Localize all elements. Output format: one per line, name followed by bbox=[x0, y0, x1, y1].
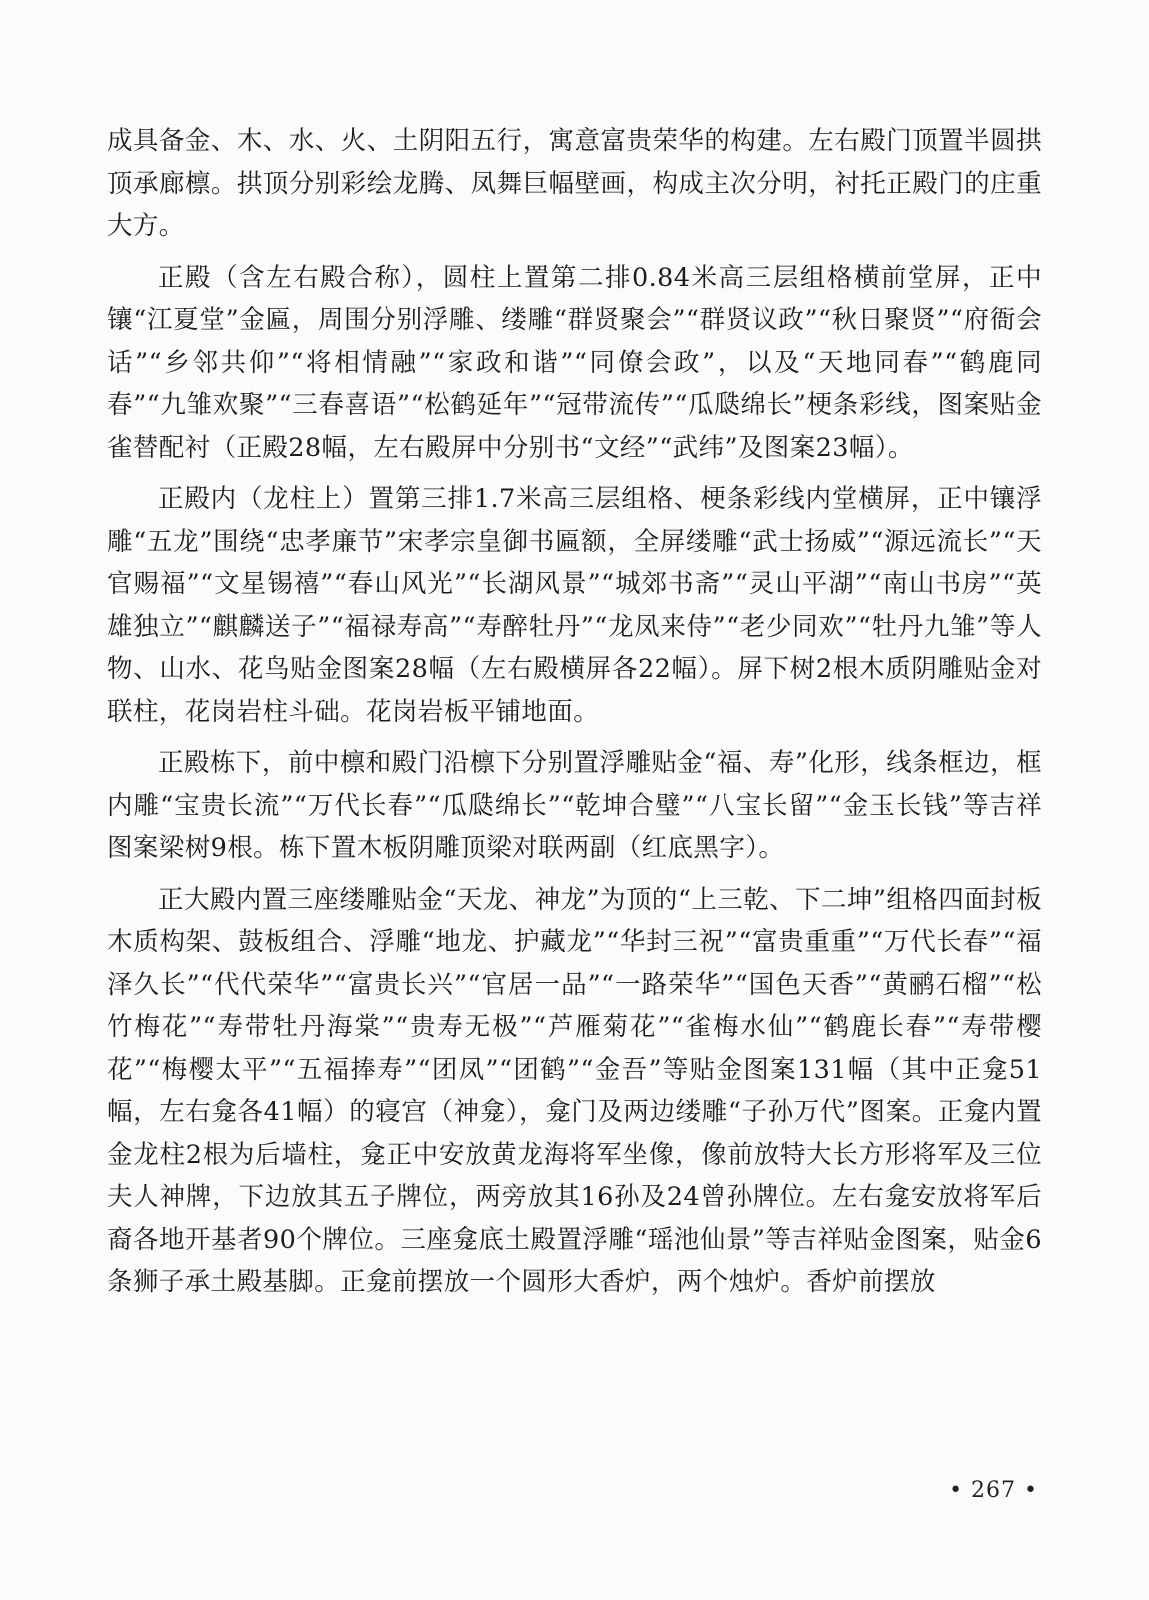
paragraph-1: 成具备金、木、水、火、土阴阳五行，寓意富贵荣华的构建。左右殿门顶置半圆拱顶承廊檩。拱顶分别彩绘龙腾、凤舞巨幅壁画，构成主次分明，衬托正殿门的庄重大方。 bbox=[107, 126, 1042, 241]
paragraph-2: 正殿（含左右殿合称），圆柱上置第二排0.84米高三层组格横前堂屏，正中镶“江夏堂”金匾，周围分别浮雕、缕雕“群贤聚会”“群贤议政”“秋日聚贤”“府衙会话”“乡邻共仰”“将相情融”“家政和谐”“同僚会政”，以及“天地同春”“鹤鹿同春”“九雏欢聚”“三春喜语”“松鹤延年”“冠带流传”“瓜瓞绵长”梗条彩线，图案贴金雀替配衬（正殿28幅，左右殿屏中分别书“文经”“武纬”及图案23幅）。 bbox=[107, 262, 1042, 463]
page-number: • 267 • bbox=[949, 1478, 1038, 1503]
body-text bbox=[107, 120, 1042, 1304]
paragraph-5: 正大殿内置三座缕雕贴金“天龙、神龙”为顶的“上三乾、下二坤”组格四面封板木质构架、鼓板组合、浮雕“地龙、护藏龙”“华封三祝”“富贵重重”“万代长春”“福泽久长”“代代荣华”“富贵长兴”“官居一品”“一路荣华”“国色天香”“黄鹂石榴”“松竹梅花”“寿带牡丹海棠”“贵寿无极”“芦雁菊花”“雀梅水仙”“鹤鹿长春”“寿带樱花”“梅樱太平”“五福捧寿”“团凤”“团鹤”“金吾”等贴金图案131幅（其中正龛51幅，左右龛各41幅）的寝宫（神龛），龛门及两边缕雕“子孙万代”图案。正龛内置金龙柱2根为后墙柱，龛正中安放黄龙海将军坐像，像前放特大长方形将军及三位夫人神牌，下边放其五子牌位，两旁放其16孙及24曾孙牌位。左右龛安放将军后裔各地开基者90个牌位。三座龛底土殿置浮雕“瑶池仙景”等吉祥贴金图案，贴金6条狮子承土殿基脚。正龛前摆放一个圆形大香炉，两个烛炉。香炉前摆放 bbox=[107, 884, 1042, 1297]
paragraph-3: 正殿内（龙柱上）置第三排1.7米高三层组格、梗条彩线内堂横屏，正中镶浮雕“五龙”围绕“忠孝廉节”宋孝宗皇御书匾额，全屏缕雕“武士扬威”“源远流长”“天官赐福”“文星锡禧”“春山风光”“长湖风景”“城郊书斋”“灵山平湖”“南山书房”“英雄独立”“麒麟送子”“福禄寿高”“寿醉牡丹”“龙凤来侍”“老少同欢”“牡丹九雏”等人物、山水、花鸟贴金图案28幅（左右殿横屏各22幅）。屏下树2根木质阴雕贴金对联柱，花岗岩柱斗础。花岗岩板平铺地面。 bbox=[107, 484, 1042, 727]
paragraph-4: 正殿栋下，前中檩和殿门沿檩下分别置浮雕贴金“福、寿”化形，线条框边，框内雕“宝贵长流”“万代长春”“瓜瓞绵长”“乾坤合璧”“八宝长留”“金玉长钱”等吉祥图案梁树9根。栋下置木板阴雕顶梁对联两副（红底黑字）。 bbox=[107, 748, 1042, 863]
